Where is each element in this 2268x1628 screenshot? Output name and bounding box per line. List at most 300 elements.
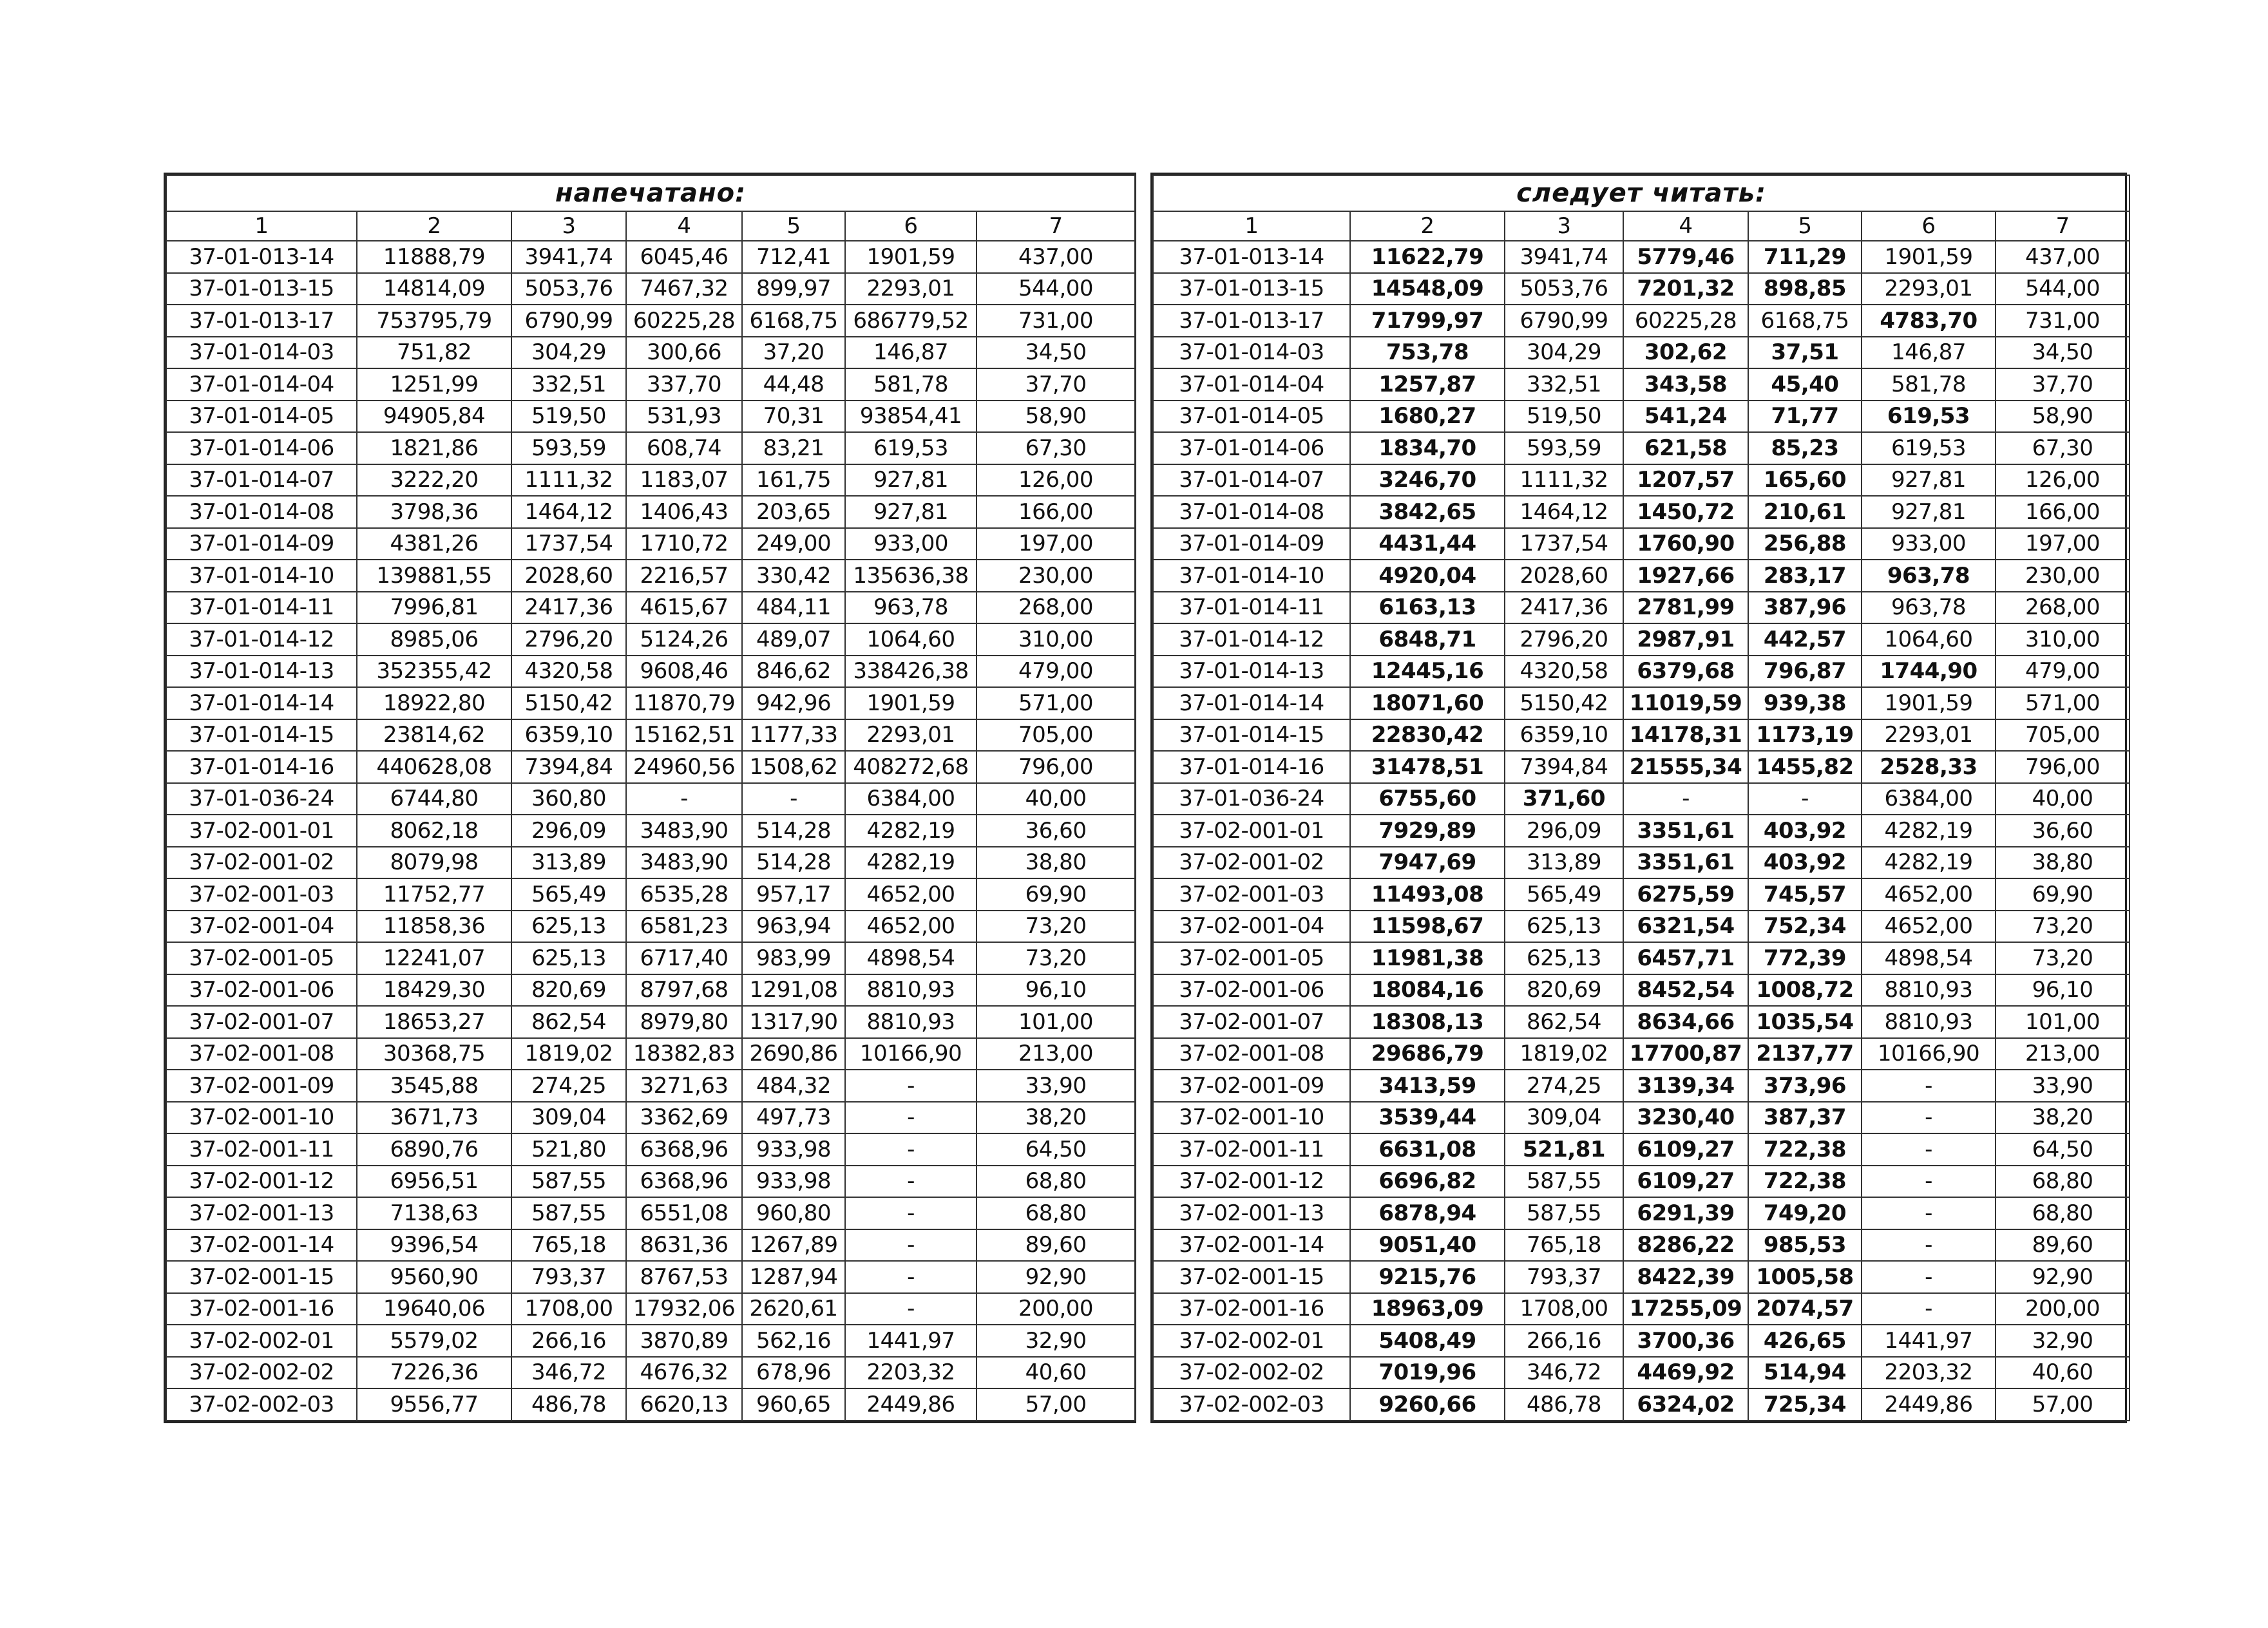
- table-cell: 1207,57: [1623, 464, 1748, 497]
- row-code-cell: 37-02-001-05: [1153, 942, 1350, 974]
- table-cell: 7947,69: [1350, 847, 1505, 879]
- table-cell: 30368,75: [357, 1038, 511, 1070]
- table-row: [166, 464, 1135, 497]
- row-code-cell: 37-02-002-03: [166, 1388, 357, 1421]
- table-cell: 484,11: [742, 592, 845, 624]
- row-code-cell: 37-01-014-12: [1153, 623, 1350, 656]
- table-cell: 338426,38: [845, 656, 977, 688]
- table-cell: 960,80: [742, 1197, 845, 1229]
- table-cell: 752,34: [1748, 911, 1862, 943]
- table-cell: 3271,63: [626, 1070, 742, 1102]
- table-row: [166, 623, 1135, 656]
- row-code-cell: 37-02-001-09: [1153, 1070, 1350, 1102]
- row-code-cell: 37-01-036-24: [166, 783, 357, 815]
- table-cell: 73,20: [977, 942, 1135, 974]
- table-cell: 1737,54: [1505, 528, 1623, 560]
- table-cell: 711,29: [1748, 241, 1862, 273]
- table-row: [1153, 1102, 2130, 1134]
- row-code-cell: 37-01-013-14: [1153, 241, 1350, 273]
- table-cell: 161,75: [742, 464, 845, 497]
- table-row: [1153, 1133, 2130, 1166]
- table-row: [1153, 1388, 2130, 1421]
- corrected-col-4: 4: [1623, 211, 1748, 241]
- table-cell: -: [1862, 1261, 1996, 1293]
- table-cell: 6324,02: [1623, 1388, 1748, 1421]
- table-cell: 1821,86: [357, 432, 511, 464]
- table-row: [1153, 974, 2130, 1007]
- table-cell: -: [1748, 783, 1862, 815]
- table-cell: -: [742, 783, 845, 815]
- table-cell: 8062,18: [357, 815, 511, 847]
- table-cell: 625,13: [1505, 911, 1623, 943]
- table-row: [166, 273, 1135, 305]
- table-cell: 862,54: [1505, 1006, 1623, 1038]
- table-row: [166, 1006, 1135, 1038]
- table-row: [166, 592, 1135, 624]
- row-code-cell: 37-02-002-01: [1153, 1325, 1350, 1357]
- table-cell: -: [845, 1197, 977, 1229]
- table-row: [1153, 1006, 2130, 1038]
- table-cell: 18084,16: [1350, 974, 1505, 1007]
- table-cell: 126,00: [977, 464, 1135, 497]
- table-cell: 6535,28: [626, 878, 742, 911]
- table-cell: 6848,71: [1350, 623, 1505, 656]
- table-cell: 1901,59: [1862, 687, 1996, 719]
- table-cell: 793,37: [1505, 1261, 1623, 1293]
- table-cell: 268,00: [1996, 592, 2130, 624]
- table-cell: 146,87: [845, 337, 977, 369]
- table-cell: -: [845, 1229, 977, 1262]
- table-row: [1153, 305, 2130, 337]
- table-row: [1153, 656, 2130, 688]
- table-cell: 4898,54: [845, 942, 977, 974]
- table-cell: 1111,32: [511, 464, 626, 497]
- table-cell: 1927,66: [1623, 560, 1748, 592]
- printed-col-3: 3: [511, 211, 626, 241]
- table-cell: 6717,40: [626, 942, 742, 974]
- row-code-cell: 37-01-014-10: [166, 560, 357, 592]
- printed-column-numbers-row: [166, 211, 1135, 241]
- table-cell: 11493,08: [1350, 878, 1505, 911]
- table-cell: 274,25: [1505, 1070, 1623, 1102]
- table-cell: 73,20: [1996, 911, 2130, 943]
- table-cell: 373,96: [1748, 1070, 1862, 1102]
- table-cell: 68,80: [1996, 1197, 2130, 1229]
- row-code-cell: 37-01-014-09: [166, 528, 357, 560]
- table-cell: 7394,84: [1505, 751, 1623, 783]
- table-row: [166, 1388, 1135, 1421]
- table-cell: 343,58: [1623, 368, 1748, 401]
- table-cell: 565,49: [1505, 878, 1623, 911]
- table-cell: 581,78: [1862, 368, 1996, 401]
- table-row: [1153, 1070, 2130, 1102]
- table-cell: 7996,81: [357, 592, 511, 624]
- table-cell: 3139,34: [1623, 1070, 1748, 1102]
- table-cell: 6620,13: [626, 1388, 742, 1421]
- corrected-title: следует читать:: [1153, 175, 2130, 211]
- table-cell: 1257,87: [1350, 368, 1505, 401]
- table-row: [1153, 687, 2130, 719]
- table-cell: 6696,82: [1350, 1166, 1505, 1198]
- table-row: [166, 942, 1135, 974]
- table-cell: 927,81: [845, 496, 977, 528]
- table-cell: 6359,10: [511, 719, 626, 752]
- table-cell: 1819,02: [1505, 1038, 1623, 1070]
- row-code-cell: 37-01-014-04: [1153, 368, 1350, 401]
- row-code-cell: 37-01-036-24: [1153, 783, 1350, 815]
- table-cell: 92,90: [977, 1261, 1135, 1293]
- table-cell: 69,90: [977, 878, 1135, 911]
- table-row: [166, 1070, 1135, 1102]
- table-cell: 3545,88: [357, 1070, 511, 1102]
- row-code-cell: 37-01-014-06: [1153, 432, 1350, 464]
- table-cell: 6045,46: [626, 241, 742, 273]
- table-cell: 9396,54: [357, 1229, 511, 1262]
- table-cell: 2987,91: [1623, 623, 1748, 656]
- table-cell: 4920,04: [1350, 560, 1505, 592]
- table-row: [166, 656, 1135, 688]
- table-cell: 5150,42: [511, 687, 626, 719]
- table-cell: 2781,99: [1623, 592, 1748, 624]
- table-cell: 751,82: [357, 337, 511, 369]
- table-cell: 1901,59: [1862, 241, 1996, 273]
- table-row: [1153, 337, 2130, 369]
- corrected-col-6: 6: [1862, 211, 1996, 241]
- table-cell: 40,60: [977, 1357, 1135, 1389]
- table-cell: 197,00: [977, 528, 1135, 560]
- table-cell: 722,38: [1748, 1166, 1862, 1198]
- corrected-table-body: [1153, 241, 2130, 1421]
- table-cell: 9556,77: [357, 1388, 511, 1421]
- table-cell: 862,54: [511, 1006, 626, 1038]
- table-cell: 38,80: [977, 847, 1135, 879]
- row-code-cell: 37-01-014-15: [166, 719, 357, 752]
- table-row: [166, 847, 1135, 879]
- row-code-cell: 37-01-014-11: [166, 592, 357, 624]
- row-code-cell: 37-02-001-13: [1153, 1197, 1350, 1229]
- table-row: [166, 1133, 1135, 1166]
- table-cell: 2203,32: [1862, 1357, 1996, 1389]
- table-cell: 6755,60: [1350, 783, 1505, 815]
- row-code-cell: 37-02-001-04: [166, 911, 357, 943]
- table-row: [1153, 719, 2130, 752]
- table-cell: 34,50: [977, 337, 1135, 369]
- table-cell: 6379,68: [1623, 656, 1748, 688]
- table-cell: 18382,83: [626, 1038, 742, 1070]
- table-cell: 796,00: [977, 751, 1135, 783]
- table-cell: 71,77: [1748, 401, 1862, 433]
- table-cell: 1464,12: [511, 496, 626, 528]
- printed-title-row: [166, 175, 1135, 211]
- table-cell: 266,16: [1505, 1325, 1623, 1357]
- table-cell: 19640,06: [357, 1293, 511, 1325]
- table-cell: 497,73: [742, 1102, 845, 1134]
- row-code-cell: 37-01-014-13: [1153, 656, 1350, 688]
- table-cell: 2028,60: [1505, 560, 1623, 592]
- table-cell: 772,39: [1748, 942, 1862, 974]
- table-cell: 1008,72: [1748, 974, 1862, 1007]
- table-cell: 5779,46: [1623, 241, 1748, 273]
- row-code-cell: 37-02-001-02: [1153, 847, 1350, 879]
- table-cell: 686779,52: [845, 305, 977, 337]
- table-cell: 2203,32: [845, 1357, 977, 1389]
- table-cell: 541,24: [1623, 401, 1748, 433]
- table-cell: 8979,80: [626, 1006, 742, 1038]
- table-row: [166, 305, 1135, 337]
- table-cell: 12241,07: [357, 942, 511, 974]
- table-cell: 983,99: [742, 942, 845, 974]
- table-cell: 1760,90: [1623, 528, 1748, 560]
- table-cell: 360,80: [511, 783, 626, 815]
- row-code-cell: 37-02-001-12: [166, 1166, 357, 1198]
- row-code-cell: 37-02-001-15: [1153, 1261, 1350, 1293]
- table-cell: 1005,58: [1748, 1261, 1862, 1293]
- table-cell: 18653,27: [357, 1006, 511, 1038]
- row-code-cell: 37-01-014-07: [166, 464, 357, 497]
- table-cell: 587,55: [511, 1197, 626, 1229]
- table-cell: 765,18: [1505, 1229, 1623, 1262]
- table-cell: 73,20: [977, 911, 1135, 943]
- table-cell: 820,69: [511, 974, 626, 1007]
- table-cell: 8452,54: [1623, 974, 1748, 1007]
- table-cell: 6956,51: [357, 1166, 511, 1198]
- row-code-cell: 37-02-002-02: [166, 1357, 357, 1389]
- table-cell: 9608,46: [626, 656, 742, 688]
- table-cell: 2216,57: [626, 560, 742, 592]
- table-cell: -: [1623, 783, 1748, 815]
- table-cell: 725,34: [1748, 1388, 1862, 1421]
- row-code-cell: 37-01-014-08: [166, 496, 357, 528]
- table-cell: 213,00: [1996, 1038, 2130, 1070]
- table-cell: 4652,00: [845, 878, 977, 911]
- table-cell: 296,09: [1505, 815, 1623, 847]
- table-row: [166, 401, 1135, 433]
- table-cell: 1406,43: [626, 496, 742, 528]
- corrected-col-2: 2: [1350, 211, 1505, 241]
- table-cell: 3246,70: [1350, 464, 1505, 497]
- printed-table: [166, 175, 1136, 1421]
- table-cell: 745,57: [1748, 878, 1862, 911]
- table-cell: 8767,53: [626, 1261, 742, 1293]
- table-cell: 7467,32: [626, 273, 742, 305]
- table-cell: 1291,08: [742, 974, 845, 1007]
- table-row: [1153, 878, 2130, 911]
- table-cell: 408272,68: [845, 751, 977, 783]
- table-cell: 6790,99: [511, 305, 626, 337]
- table-cell: 1737,54: [511, 528, 626, 560]
- table-cell: 45,40: [1748, 368, 1862, 401]
- table-cell: 268,00: [977, 592, 1135, 624]
- table-cell: -: [845, 1293, 977, 1325]
- row-code-cell: 37-01-014-04: [166, 368, 357, 401]
- table-cell: 581,78: [845, 368, 977, 401]
- table-cell: 489,07: [742, 623, 845, 656]
- table-cell: 486,78: [1505, 1388, 1623, 1421]
- table-cell: 440628,08: [357, 751, 511, 783]
- table-row: [166, 1293, 1135, 1325]
- table-cell: 200,00: [977, 1293, 1135, 1325]
- table-cell: 8797,68: [626, 974, 742, 1007]
- table-row: [166, 1357, 1135, 1389]
- table-cell: 7201,32: [1623, 273, 1748, 305]
- table-cell: 17932,06: [626, 1293, 742, 1325]
- table-cell: 6744,80: [357, 783, 511, 815]
- row-code-cell: 37-02-001-13: [166, 1197, 357, 1229]
- table-cell: 2074,57: [1748, 1293, 1862, 1325]
- table-cell: 531,93: [626, 401, 742, 433]
- table-cell: 11622,79: [1350, 241, 1505, 273]
- table-cell: 332,51: [511, 368, 626, 401]
- table-cell: 8079,98: [357, 847, 511, 879]
- table-cell: 7019,96: [1350, 1357, 1505, 1389]
- table-row: [1153, 1229, 2130, 1262]
- table-cell: 29686,79: [1350, 1038, 1505, 1070]
- table-cell: 304,29: [511, 337, 626, 369]
- table-cell: 1251,99: [357, 368, 511, 401]
- table-cell: 426,65: [1748, 1325, 1862, 1357]
- table-cell: 18308,13: [1350, 1006, 1505, 1038]
- table-cell: 514,28: [742, 815, 845, 847]
- table-cell: 14548,09: [1350, 273, 1505, 305]
- table-cell: 7226,36: [357, 1357, 511, 1389]
- table-cell: 296,09: [511, 815, 626, 847]
- table-cell: 24960,56: [626, 751, 742, 783]
- table-cell: 60225,28: [626, 305, 742, 337]
- table-cell: 593,59: [1505, 432, 1623, 464]
- table-cell: 678,96: [742, 1357, 845, 1389]
- table-row: [1153, 496, 2130, 528]
- table-cell: 6168,75: [742, 305, 845, 337]
- row-code-cell: 37-01-014-03: [166, 337, 357, 369]
- table-row: [166, 815, 1135, 847]
- table-cell: 753,78: [1350, 337, 1505, 369]
- printed-col-7: 7: [977, 211, 1135, 241]
- table-cell: 37,51: [1748, 337, 1862, 369]
- table-cell: 1267,89: [742, 1229, 845, 1262]
- table-cell: 2449,86: [1862, 1388, 1996, 1421]
- row-code-cell: 37-01-014-16: [1153, 751, 1350, 783]
- table-cell: 4652,00: [845, 911, 977, 943]
- printed-table-body: [166, 241, 1135, 1421]
- table-cell: -: [1862, 1070, 1996, 1102]
- table-cell: 96,10: [1996, 974, 2130, 1007]
- table-cell: 6275,59: [1623, 878, 1748, 911]
- table-cell: 1708,00: [1505, 1293, 1623, 1325]
- table-cell: 765,18: [511, 1229, 626, 1262]
- table-cell: 437,00: [1996, 241, 2130, 273]
- row-code-cell: 37-02-001-10: [1153, 1102, 1350, 1134]
- table-row: [166, 496, 1135, 528]
- table-cell: 933,98: [742, 1133, 845, 1166]
- table-row: [1153, 368, 2130, 401]
- row-code-cell: 37-02-001-07: [1153, 1006, 1350, 1038]
- table-cell: -: [845, 1133, 977, 1166]
- row-code-cell: 37-02-001-01: [166, 815, 357, 847]
- row-code-cell: 37-01-014-15: [1153, 719, 1350, 752]
- table-row: [1153, 401, 2130, 433]
- table-row: [1153, 942, 2130, 974]
- table-row: [1153, 1261, 2130, 1293]
- table-cell: 85,23: [1748, 432, 1862, 464]
- table-cell: 139881,55: [357, 560, 511, 592]
- table-cell: 6168,75: [1748, 305, 1862, 337]
- table-row: [166, 337, 1135, 369]
- table-cell: 3222,20: [357, 464, 511, 497]
- table-cell: 6291,39: [1623, 1197, 1748, 1229]
- table-row: [166, 1038, 1135, 1070]
- corrected-col-1: 1: [1153, 211, 1350, 241]
- table-cell: 484,32: [742, 1070, 845, 1102]
- table-cell: 36,60: [1996, 815, 2130, 847]
- table-cell: 352355,42: [357, 656, 511, 688]
- table-cell: 1173,19: [1748, 719, 1862, 752]
- table-cell: 18922,80: [357, 687, 511, 719]
- table-cell: 197,00: [1996, 528, 2130, 560]
- table-cell: 92,90: [1996, 1261, 2130, 1293]
- table-cell: 200,00: [1996, 1293, 2130, 1325]
- table-cell: 38,20: [1996, 1102, 2130, 1134]
- row-code-cell: 37-02-002-03: [1153, 1388, 1350, 1421]
- table-cell: 8631,36: [626, 1229, 742, 1262]
- table-cell: 521,81: [1505, 1133, 1623, 1166]
- table-cell: 1064,60: [845, 623, 977, 656]
- table-cell: 12445,16: [1350, 656, 1505, 688]
- table-cell: 479,00: [977, 656, 1135, 688]
- table-cell: -: [1862, 1229, 1996, 1262]
- table-cell: 6163,13: [1350, 592, 1505, 624]
- table-cell: 442,57: [1748, 623, 1862, 656]
- row-code-cell: 37-02-001-08: [1153, 1038, 1350, 1070]
- table-cell: 1441,97: [1862, 1325, 1996, 1357]
- table-cell: 820,69: [1505, 974, 1623, 1007]
- table-cell: 96,10: [977, 974, 1135, 1007]
- table-cell: 332,51: [1505, 368, 1623, 401]
- table-cell: 8634,66: [1623, 1006, 1748, 1038]
- table-cell: 2690,86: [742, 1038, 845, 1070]
- table-cell: 40,60: [1996, 1357, 2130, 1389]
- table-cell: 7929,89: [1350, 815, 1505, 847]
- table-cell: 899,97: [742, 273, 845, 305]
- table-row: [1153, 1038, 2130, 1070]
- table-cell: -: [845, 1070, 977, 1102]
- table-cell: 731,00: [977, 305, 1135, 337]
- row-code-cell: 37-01-014-14: [1153, 687, 1350, 719]
- table-cell: 14814,09: [357, 273, 511, 305]
- table-cell: 8985,06: [357, 623, 511, 656]
- table-row: [1153, 815, 2130, 847]
- table-cell: 17700,87: [1623, 1038, 1748, 1070]
- table-cell: 37,70: [977, 368, 1135, 401]
- table-cell: 6790,99: [1505, 305, 1623, 337]
- table-row: [166, 368, 1135, 401]
- table-cell: 10166,90: [1862, 1038, 1996, 1070]
- table-row: [1153, 241, 2130, 273]
- table-cell: 571,00: [977, 687, 1135, 719]
- corrected-col-5: 5: [1748, 211, 1862, 241]
- table-cell: 83,21: [742, 432, 845, 464]
- table-cell: 38,80: [1996, 847, 2130, 879]
- table-cell: 32,90: [1996, 1325, 2130, 1357]
- table-cell: 1441,97: [845, 1325, 977, 1357]
- table-cell: -: [845, 1261, 977, 1293]
- table-row: [1153, 1357, 2130, 1389]
- table-cell: 70,31: [742, 401, 845, 433]
- table-cell: 7138,63: [357, 1197, 511, 1229]
- table-cell: 6321,54: [1623, 911, 1748, 943]
- table-cell: 8810,93: [1862, 1006, 1996, 1038]
- table-cell: 1450,72: [1623, 496, 1748, 528]
- row-code-cell: 37-01-013-17: [1153, 305, 1350, 337]
